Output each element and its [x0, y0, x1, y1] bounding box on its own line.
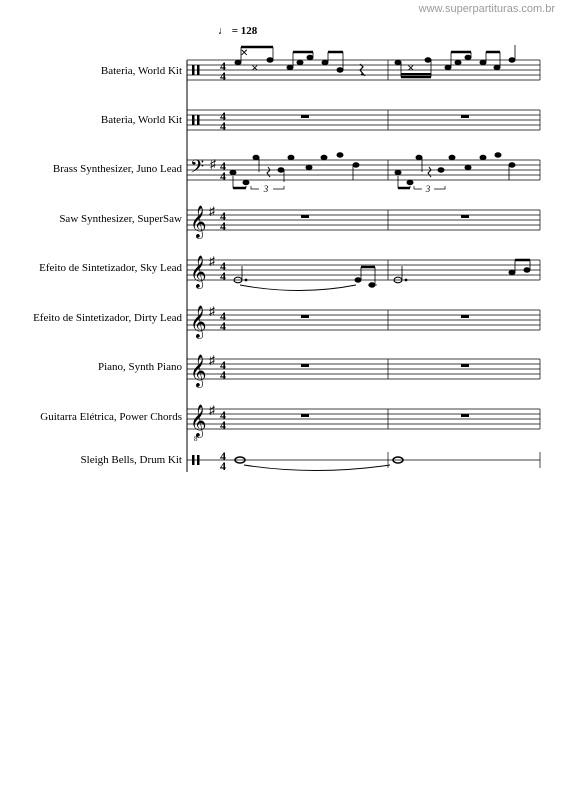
instrument-label-8: Guitarra Elétrica, Power Chords: [40, 411, 182, 423]
whole-rest-icon: [301, 115, 309, 118]
svg-text:4: 4: [220, 109, 226, 123]
instrument-label-5: Efeito de Sintetizador, Sky Lead: [39, 262, 182, 274]
tuplet-number: 3: [425, 184, 431, 194]
whole-rest-icon: [461, 364, 469, 367]
time-signature: [220, 59, 226, 83]
whole-rest-icon: [301, 364, 309, 367]
svg-text:4: 4: [220, 119, 226, 133]
svg-text:4: 4: [220, 59, 226, 73]
treble-clef-icon: 𝄞: [190, 406, 207, 437]
svg-text:4: 4: [220, 259, 226, 273]
svg-text:✕: ✕: [251, 63, 259, 73]
whole-rest-icon: [301, 414, 309, 417]
staff-2: [187, 110, 540, 130]
instrument-label-7: Piano, Synth Piano: [97, 361, 182, 373]
tuplet-number: 3: [263, 184, 269, 194]
svg-text:4: 4: [220, 309, 226, 323]
svg-text:4: 4: [220, 449, 226, 463]
svg-text:4: 4: [220, 408, 226, 422]
svg-text:4: 4: [220, 69, 226, 83]
treble-clef-icon: 𝄞: [190, 257, 207, 288]
sleigh-bells-notes: [235, 457, 403, 471]
bass-clef-icon: 𝄢: [190, 156, 205, 181]
instrument-label-3: Brass Synthesizer, Juno Lead: [52, 163, 182, 175]
treble-clef-icon: 𝄞: [190, 307, 207, 338]
staff-7: [187, 359, 540, 379]
svg-text:4: 4: [220, 459, 226, 473]
instrument-label-1: Bateria, World Kit: [100, 65, 182, 77]
key-sharp-icon: ♯: [209, 204, 215, 218]
brass-notes-m2: [395, 153, 515, 188]
time-signature: [220, 159, 226, 183]
staff-4: [187, 210, 540, 230]
svg-text:4: 4: [220, 319, 226, 333]
svg-text:4: 4: [220, 418, 226, 432]
tempo-marking: ♩ = 128: [218, 25, 258, 37]
whole-rest-icon: [301, 315, 309, 318]
brass-notes-m1: [230, 153, 359, 188]
svg-text:4: 4: [220, 269, 226, 283]
svg-text:4: 4: [220, 209, 226, 223]
whole-rest-icon: [461, 115, 469, 118]
svg-text:✕: ✕: [407, 63, 415, 73]
time-signature: [220, 209, 226, 233]
whole-rest-icon: [461, 315, 469, 318]
treble-clef-icon: 𝄞: [190, 207, 207, 238]
instrument-label-4: Saw Synthesizer, SuperSaw: [59, 213, 182, 225]
time-signature: [220, 358, 226, 382]
instrument-label-6: Efeito de Sintetizador, Dirty Lead: [33, 312, 182, 324]
time-signature: [220, 449, 226, 473]
key-sharp-icon: ♯: [210, 157, 216, 171]
time-signature: [220, 259, 226, 283]
svg-text:4: 4: [220, 219, 226, 233]
whole-rest-icon: [461, 414, 469, 417]
octave-mark: 8: [194, 435, 198, 443]
time-signature: [220, 309, 226, 333]
drum-notes-m1: [235, 47, 364, 75]
staff-3: [187, 160, 540, 180]
staff-9: [187, 452, 540, 468]
time-signature: [220, 408, 226, 432]
key-sharp-icon: ♯: [209, 353, 215, 367]
key-sharp-icon: ♯: [209, 403, 215, 417]
instrument-label-2: Bateria, World Kit: [100, 114, 182, 126]
svg-text:4: 4: [220, 368, 226, 382]
staff-8: [187, 409, 540, 429]
svg-text:4: 4: [220, 169, 226, 183]
svg-text:4: 4: [220, 358, 226, 372]
whole-rest-icon: [461, 215, 469, 218]
staff-6: [187, 310, 540, 330]
whole-rest-icon: [301, 215, 309, 218]
svg-text:✕: ✕: [240, 48, 249, 59]
watermark: www.superpartituras.com.br: [418, 3, 555, 15]
svg-text:4: 4: [220, 159, 226, 173]
key-sharp-icon: ♯: [209, 304, 215, 318]
key-sharp-icon: ♯: [209, 254, 215, 268]
drum-notes-m2: [395, 45, 515, 77]
instrument-label-9: Sleigh Bells, Drum Kit: [80, 454, 182, 466]
time-signature: [220, 109, 226, 133]
treble-clef-icon: 𝄞: [190, 356, 207, 387]
